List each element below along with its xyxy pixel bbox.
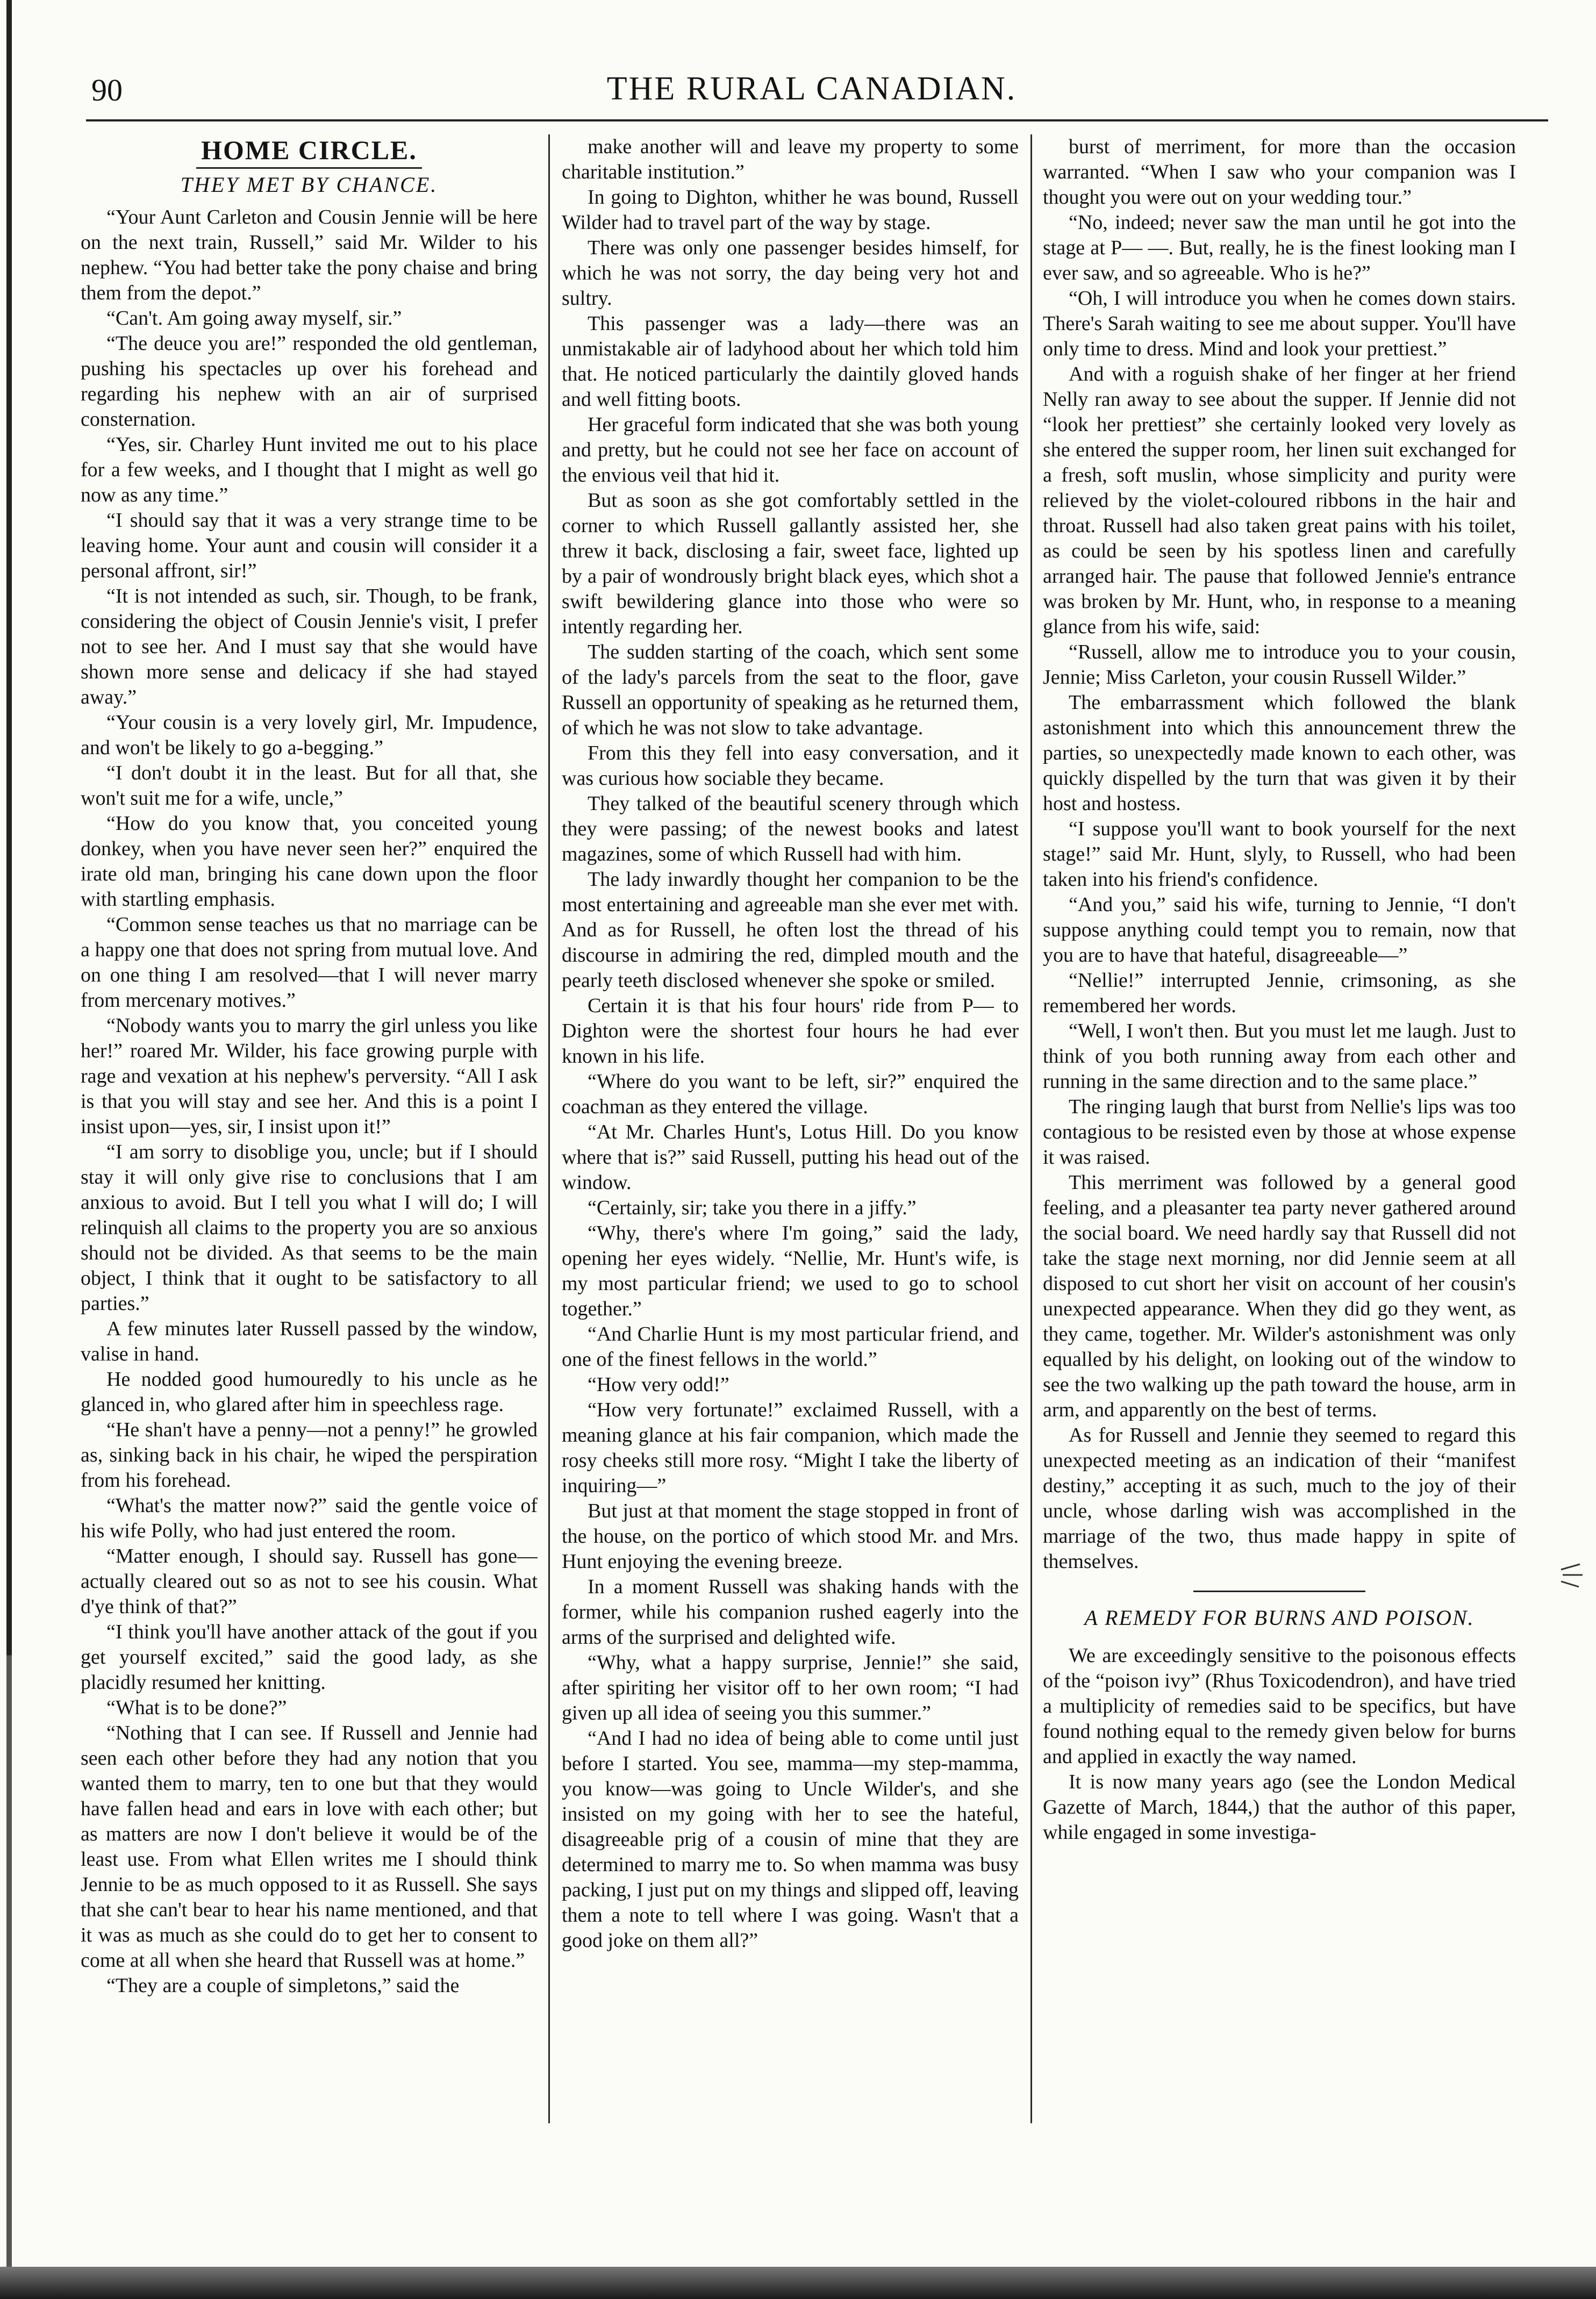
paragraph: We are exceedingly sensitive to the poisonous effects of the “poison ivy” (Rhus Toxicodendron), and have tried a multiplicity of remedies said to be specifics, but have found nothing equal to the remedy given below for burns and applied in exactly the way named. (1043, 1644, 1516, 1768)
paragraph: Certain it is that his four hours' ride from P— to Dighton were the shortest four hours he had ever known in his life. (562, 994, 1019, 1068)
column-3-body (1043, 134, 1516, 1574)
paragraph: There was only one passenger besides himself, for which he was not sorry, the day being very hot and sultry. (562, 237, 1019, 310)
paragraph: From this they fell into easy conversation, and it was curious how sociable they became. (562, 742, 1019, 790)
paragraph: “What is to be done?” (106, 1696, 287, 1719)
paragraph: The sudden starting of the coach, which sent some of the lady's parcels from the seat to the floor, gave Russell an opportunity of speaking as he returned them, of which he was not slow to take advantage. (562, 641, 1019, 739)
article-title: A REMEDY FOR BURNS AND POISON. (1084, 1606, 1475, 1630)
paragraph: “Where do you want to be left, sir?” enquired the coachman as they entered the village. (562, 1070, 1019, 1118)
column-1-body (81, 205, 538, 1999)
story-title: THEY MET BY CHANCE. (180, 173, 438, 197)
column-2-body (562, 134, 1019, 1953)
column-3 (1043, 134, 1516, 2123)
paragraph: And with a roguish shake of her finger at her friend Nelly ran away to see about the supper. If Jennie did not “look her prettiest” she certainly looked very lovely as she entered the supper room, her linen suit exchanged for a fresh, soft muslin, whose simplicity and purity were relieved by the violet-coloured ribbons in the hair and throat. Russell had also taken great pains with his toilet, as could be seen by his spotless linen and carefully arranged hair. The pause that followed Jennie's entrance was broken by Mr. Hunt, who, in response to a meaning glance from his wife, said: (1043, 363, 1516, 638)
paragraph: They talked of the beautiful scenery through which they were passing; of the newest books and latest magazines, some of which Russell had with him. (562, 792, 1019, 865)
paragraph: “No, indeed; never saw the man until he got into the stage at P— —. But, really, he is the finest looking man I ever saw, and so agreeable. Who is he?” (1043, 211, 1516, 284)
paragraph: “Can't. Am going away myself, sir.” (106, 307, 402, 330)
paragraph: “I should say that it was a very strange time to be leaving home. Your aunt and cousin will consider it a personal affront, sir!” (81, 509, 538, 582)
column-1 (81, 134, 538, 2123)
paragraph: The lady inwardly thought her companion to be the most entertaining and agreeable man she ever met with. And as for Russell, he often lost the thread of his discourse in admiring the red, dimpled mouth and the pearly teeth disclosed whenever she spoke or smiled. (562, 868, 1019, 992)
paragraph: “At Mr. Charles Hunt's, Lotus Hill. Do you know where that is?” said Russell, putting his head out of the window. (562, 1121, 1019, 1194)
paragraph: “Your Aunt Carleton and Cousin Jennie will be here on the next train, Russell,” said Mr. Wilder to his nephew. “You had better take the pony chaise and bring them from the depot.” (81, 206, 538, 304)
paragraph: But as soon as she got comfortably settled in the corner to which Russell gallantly assisted her, she threw it back, disclosing a fair, sweet face, lighted up by a pair of wondrously bright black eyes, which shot a swift bewildering glance into those who were so intently regarding her. (562, 489, 1019, 638)
paragraph: burst of merriment, for more than the occasion warranted. “When I saw who your companion was I thought you were out on your wedding tour.” (1043, 135, 1516, 209)
paragraph: “How very odd!” (588, 1373, 729, 1396)
scan-artifact-mark (1558, 1559, 1585, 1591)
paragraph: “Why, there's where I'm going,” said the lady, opening her eyes widely. “Nellie, Mr. Hunt's wife, is my most particular friend; we used to go to school together.” (562, 1222, 1019, 1320)
paragraph: In a moment Russell was shaking hands with the former, while his companion rushed eagerly into the arms of the surprised and delighted wife. (562, 1575, 1019, 1649)
paragraph: This merriment was followed by a general good feeling, and a pleasanter tea party never gathered around the social board. We need hardly say that Russell did not take the stage next morning, nor did Jennie seem at all disposed to cut short her visit on account of her cousin's unexpected appearance. When they did go they went, as they came, together. Mr. Wilder's astonishment was only equalled by his delight, on looking out of the window to see the two walking up the path toward the house, arm in arm, and apparently on the best of terms. (1043, 1171, 1516, 1421)
paragraph: A few minutes later Russell passed by the window, valise in hand. (81, 1317, 538, 1365)
paragraph: As for Russell and Jennie they seemed to regard this unexpected meeting as an indication of their “manifest destiny,” accepting it as such, much to the joy of their uncle, whose darling wish was accomplished in the marriage of the two, thus made happy in spite of themselves. (1043, 1424, 1516, 1573)
paragraph: “Well, I won't then. But you must let me laugh. Just to think of you both running away from each other and running in the same direction and to the same place.” (1043, 1020, 1516, 1093)
paragraph: “Common sense teaches us that no marriage can be a happy one that does not spring from mutual love. And on one thing I am resolved—that I will never marry from mercenary motives.” (81, 913, 538, 1012)
column-divider (1030, 134, 1032, 2123)
article-divider (1193, 1591, 1365, 1592)
column-divider (548, 134, 550, 2123)
paragraph: “And Charlie Hunt is my most particular friend, and one of the finest fellows in the world.” (562, 1323, 1019, 1371)
paragraph: “It is not intended as such, sir. Though, to be frank, considering the object of Cousin Jennie's visit, I prefer not to see her. And I must say that she would have shown more sense and delicacy if she had stayed away.” (81, 585, 538, 708)
paragraph: “I think you'll have another attack of the gout if you get yourself excited,” said the good lady, as she placidly resumed her knitting. (81, 1621, 538, 1694)
paragraph: “I am sorry to disoblige you, uncle; but if I should stay it will only give rise to conclusions that I am anxious to avoid. But I tell you what I will do; I will relinquish all claims to the property you are so anxious should not be divided. As that seems to be the main object, I think that it ought to be satisfactory to all parties.” (81, 1141, 538, 1315)
column-2 (562, 134, 1019, 2123)
page-binding-edge (6, 0, 12, 2299)
paragraph: “Yes, sir. Charley Hunt invited me out to his place for a few weeks, and I thought that I might as well go now as any time.” (81, 433, 538, 506)
paragraph: “I don't doubt it in the least. But for all that, she won't suit me for a wife, uncle,” (81, 762, 538, 810)
paragraph: “How do you know that, you conceited young donkey, when you have never seen her?” enquired the irate old man, bringing his cane down upon the floor with startling emphasis. (81, 812, 538, 911)
paragraph: make another will and leave my property to some charitable institution.” (562, 135, 1019, 183)
paragraph: This passenger was a lady—there was an unmistakable air of ladyhood about her which told him that. He noticed particularly the daintily gloved hands and well fitting boots. (562, 312, 1019, 411)
paragraph: He nodded good humouredly to his uncle as he glanced in, who glared after him in speechless rage. (81, 1368, 538, 1416)
paragraph: “I suppose you'll want to book yourself for the next stage!” said Mr. Hunt, slyly, to Russell, who had been taken into his friend's confidence. (1043, 818, 1516, 891)
paragraph: “Nothing that I can see. If Russell and Jennie had seen each other before they had any notion that you wanted them to marry, ten to one but that they would have fallen head and ears in love with each other; but as matters are now I don't believe it would be of the least use. From what Ellen writes me I should think Jennie to be as much opposed to it as Russell. She says that she can't bear to hear his name mentioned, and that it was as much as she could do to get her to consent to come at all when she heard that Russell was at home.” (81, 1722, 538, 1972)
page-header (81, 65, 1543, 113)
paragraph: The ringing laugh that burst from Nellie's lips was too contagious to be resisted even by those at whose expense it was raised. (1043, 1095, 1516, 1169)
paragraph: “They are a couple of simpletons,” said the (106, 1974, 460, 1997)
paragraph: It is now many years ago (see the London Medical Gazette of March, 1844,) that the author of this paper, while engaged in some investiga- (1043, 1771, 1516, 1844)
paragraph: Her graceful form indicated that she was both young and pretty, but he could not see her face on account of the envious veil that hid it. (562, 413, 1019, 486)
section-rule (196, 167, 422, 169)
section-title: HOME CIRCLE. (201, 135, 417, 165)
paragraph: “The deuce you are!” responded the old gentleman, pushing his spectacles up over his forehead and regarding his nephew with an air of surprised consternation. (81, 332, 538, 431)
paragraph: “He shan't have a penny—not a penny!” he growled as, sinking back in his chair, he wiped the perspiration from his forehead. (81, 1419, 538, 1492)
paragraph: In going to Dighton, whither he was bound, Russell Wilder had to travel part of the way by stage. (562, 186, 1019, 234)
paragraph: “Nobody wants you to marry the girl unless you like her!” roared Mr. Wilder, his face growing purple with rage and vexation at his nephew's perversity. “All I ask is that you will stay and see her. And this is a point I insist upon—yes, sir, I insist upon it!” (81, 1014, 538, 1138)
paragraph: “How very fortunate!” exclaimed Russell, with a meaning glance at his fair companion, which made the rosy cheeks still more rosy. “Might I take the liberty of inquiring—” (562, 1399, 1019, 1497)
remedy-body (1043, 1643, 1516, 1845)
paragraph: “Why, what a happy surprise, Jennie!” she said, after spiriting her visitor off to her own room; “I had given up all idea of seeing you this summer.” (562, 1651, 1019, 1724)
paragraph: “Oh, I will introduce you when he comes down stairs. There's Sarah waiting to see me about supper. You'll have only time to dress. Mind and look your prettiest.” (1043, 287, 1516, 360)
paragraph: “And I had no idea of being able to come until just before I started. You see, mamma—my step-mamma, you know—was going to Uncle Wilder's, and she insisted on my going with her to see the hateful, disagreeable prig of a cousin of mine that they are determined to marry me to. So when mamma was busy packing, I just put on my things and slipped off, leaving them a note to tell where I was going. Wasn't that a good joke on them all?” (562, 1727, 1019, 1952)
paragraph: “Nellie!” interrupted Jennie, crimsoning, as she remembered her words. (1043, 969, 1516, 1017)
paragraph: “What's the matter now?” said the gentle voice of his wife Polly, who had just entered the room. (81, 1494, 538, 1542)
journal-title: THE RURAL CANADIAN. (606, 70, 1017, 107)
paragraph: But just at that moment the stage stopped in front of the house, on the portico of which stood Mr. and Mrs. Hunt enjoying the evening breeze. (562, 1500, 1019, 1573)
header-rule (86, 119, 1548, 121)
paragraph: “Matter enough, I should say. Russell has gone—actually cleared out so as not to see his cousin. What d'ye think of that?” (81, 1545, 538, 1618)
paragraph: “Certainly, sir; take you there in a jiffy.” (588, 1197, 917, 1219)
paragraph: The embarrassment which followed the blank astonishment into which this announcement threw the parties, so unexpectedly made known to each other, was quickly dispelled by the turn that was given it by their host and hostess. (1043, 691, 1516, 815)
paragraph: “And you,” said his wife, turning to Jennie, “I don't suppose anything could tempt you to remain, now that you are to have that hateful, disagreeable—” (1043, 893, 1516, 966)
paragraph: “Your cousin is a very lovely girl, Mr. Impudence, and won't be likely to go a-begging.” (81, 711, 538, 759)
page-number: 90 (91, 73, 123, 108)
scan-bottom-edge (0, 2267, 1596, 2299)
paragraph: “Russell, allow me to introduce you to your cousin, Jennie; Miss Carleton, your cousin Russell Wilder.” (1043, 641, 1516, 689)
